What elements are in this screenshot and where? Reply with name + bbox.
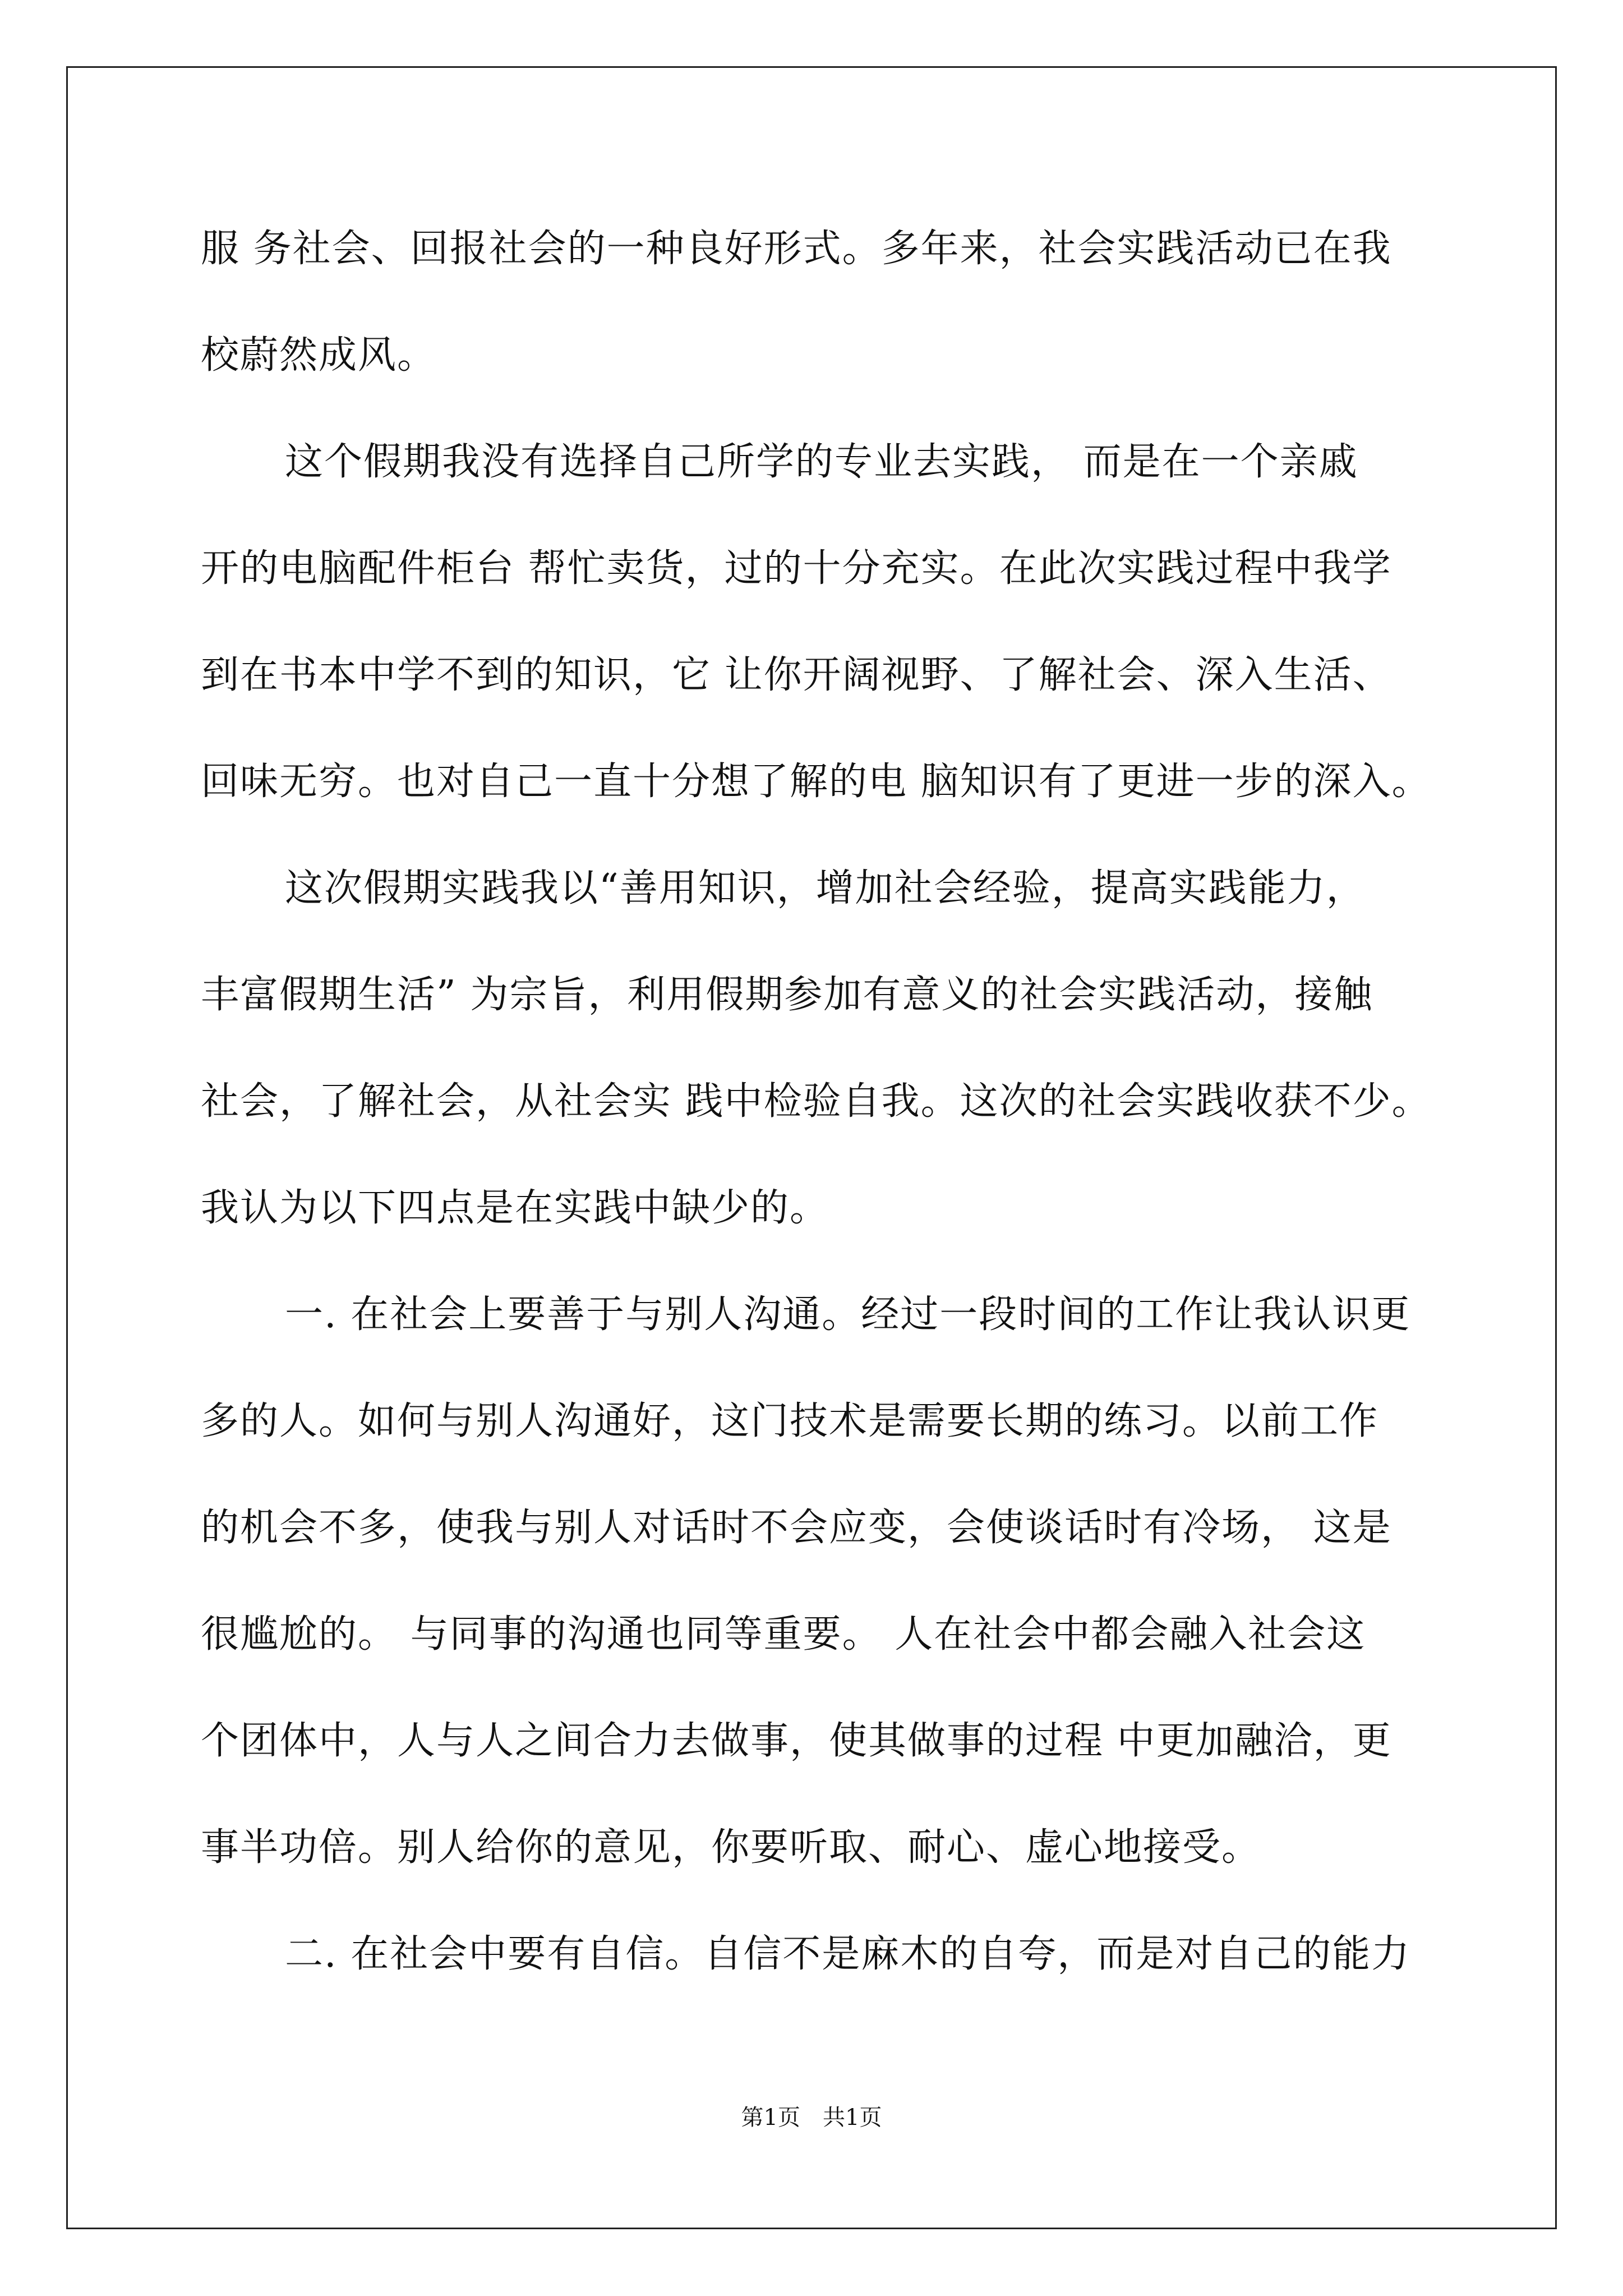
text-line: 一. 在社会上要善于与别人沟通。经过一段时间的工作让我认识更 [285,1292,1411,1337]
text-line: 这个假期我没有选择自己所学的专业去实践， 而是在一个亲戚 [285,440,1358,484]
text-line: 事半功倍。别人给你的意见，你要听取、耐心、虚心地接受。 [201,1825,1261,1870]
text-line: 校蔚然成风。 [201,333,437,378]
text-line: 这次假期实践我以“善用知识，增加社会经验，提高实践能力， [285,866,1366,910]
text-line: 开的电脑配件柜台 帮忙卖货，过的十分充实。在此次实践过程中我学 [201,546,1392,591]
text-line: 我认为以下四点是在实践中缺少的。 [201,1186,829,1230]
text-line: 丰富假期生活” 为宗旨，利用假期参加有意义的社会实践活动，接触 [201,973,1373,1017]
page-number-footer: 第1页 共1页 [741,2105,882,2131]
document-body [201,215,1431,2027]
text-line: 二. 在社会中要有自信。自信不是麻木的自夸，而是对自己的能力 [285,1932,1411,1976]
text-line: 多的人。如何与别人沟通好，这门技术是需要长期的练习。以前工作 [201,1399,1379,1443]
text-line: 回味无穷。也对自己一直十分想了解的电 脑知识有了更进一步的深入。 [201,760,1431,804]
text-line: 到在书本中学不到的知识，它 让你开阔视野、了解社会、深入生活、 [201,653,1392,697]
text-line: 个团体中，人与人之间合力去做事，使其做事的过程 中更加融洽，更 [201,1719,1392,1763]
text-line: 社会，了解社会，从社会实 践中检验自我。这次的社会实践收获不少。 [201,1079,1431,1124]
text-line: 的机会不多，使我与别人对话时不会应变，会使谈话时有冷场， 这是 [201,1506,1392,1550]
text-line: 服 务社会、回报社会的一种良好形式。多年来，社会实践活动已在我 [201,227,1392,271]
text-line: 很尴尬的。 与同事的沟通也同等重要。 人在社会中都会融入社会这 [201,1612,1366,1657]
